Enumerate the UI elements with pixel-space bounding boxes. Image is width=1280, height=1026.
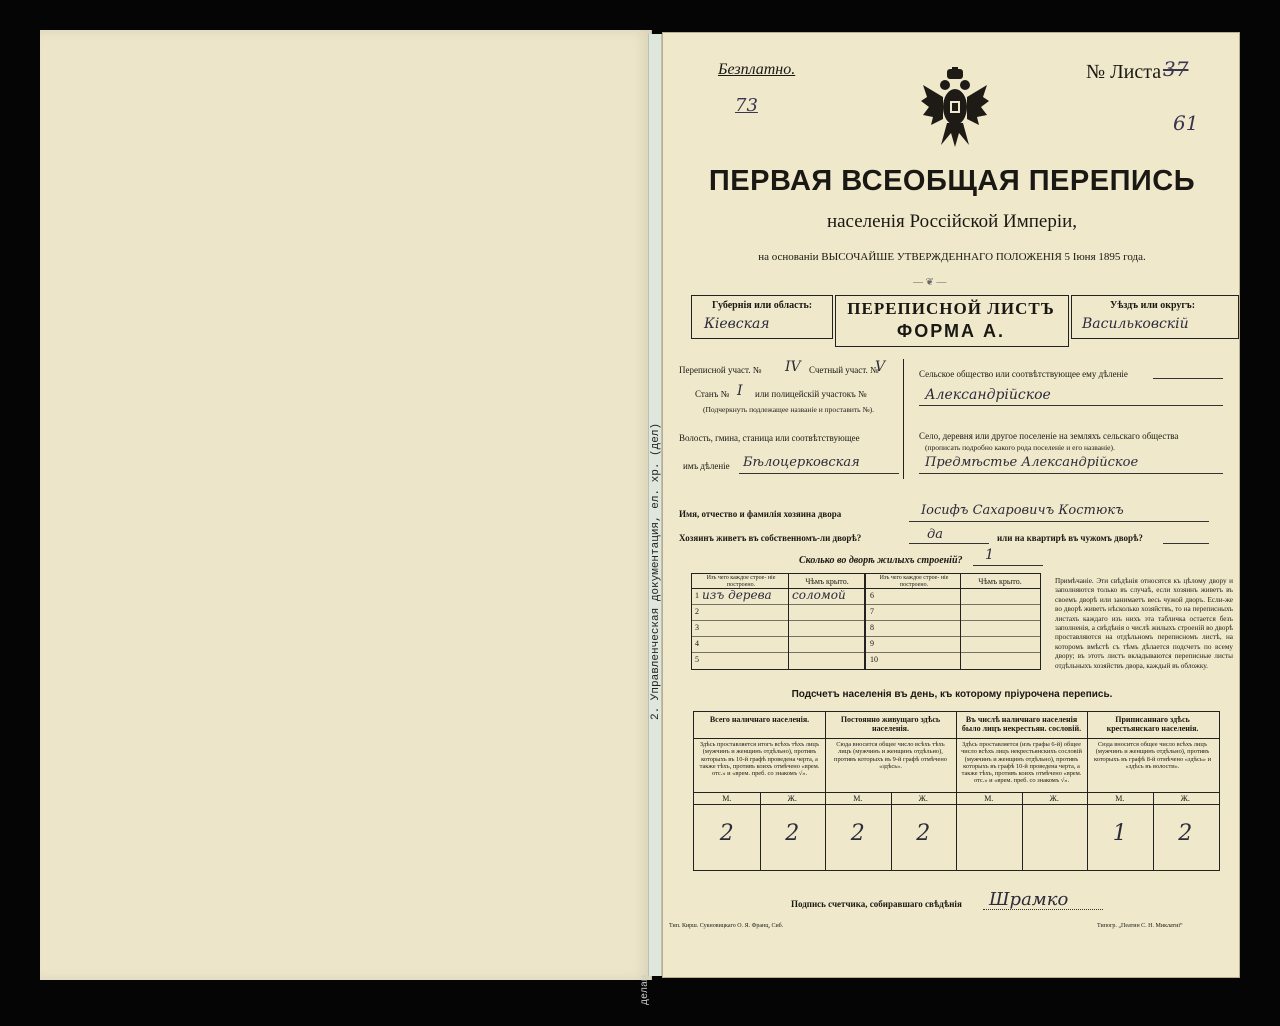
double-headed-eagle-icon <box>921 67 989 149</box>
spine-label: 2. Управленческая документация, ел. хр. (дел) <box>650 422 662 720</box>
left-page <box>40 30 652 980</box>
male-column-label: М. <box>1115 794 1125 803</box>
volost-value: Бѣлоцерковская <box>743 455 860 470</box>
note-text: Примѣчаніе. Эти свѣдѣнія относятся къ цѣлому двору и заполняются только въ случаѣ, если хозяинъ живетъ въ своемъ дворѣ или занимаетъ весь чужой дворъ. Если-же во дворѣ живетъ нѣсколько хозяйствъ, то на переписныхъ листахъ каждаго изъ нихъ эта табличка остается безъ заполненія, а свѣдѣнія о числѣ жилыхъ строеній во дворѣ проставляются на отдѣльномъ переписномъ листѣ, на которомъ вмѣстѣ съ тѣмъ дѣлается подсчетъ по всему двору; въ этотъ листъ вкладываются переписные листы отдѣльныхъ хозяйствъ двора, каждый въ обложку. <box>1055 577 1233 670</box>
population-count: 2 <box>785 822 800 846</box>
buildings-count-value: 1 <box>985 547 994 563</box>
police-area-label: или полицейскій участокъ № <box>755 389 867 399</box>
owner-lives-underline <box>909 543 989 544</box>
buildings-table <box>691 573 1041 670</box>
material-header-2: Изъ чего каждое строе- ніе построено. <box>879 575 949 588</box>
sheet-number-new: 61 <box>1173 111 1199 135</box>
population-count: 2 <box>1178 822 1193 846</box>
printer-left: Тип. Кирш. Сукновицкаго О. Я. Франц, Сиб. <box>669 923 784 929</box>
rented-label: или на квартирѣ въ чужомъ дворѣ? <box>997 533 1143 543</box>
document-subtitle: населенія Россійской Имперіи, <box>826 211 1078 232</box>
summary-header: Приписаннаго здѣсь крестьянскаго населенія. <box>1106 715 1199 733</box>
female-column-label: Ж. <box>1049 794 1059 803</box>
population-count: 1 <box>1112 822 1127 846</box>
building-row-number: 4 <box>695 639 699 648</box>
society-label: Сельское общество или соотвѣтствующее ему дѣленіе <box>919 369 1128 379</box>
census-area-label: Переписной участ. № <box>679 365 762 375</box>
village-value: Предмѣстье Александрійское <box>925 455 1139 470</box>
legal-basis: на основаніи ВЫСОЧАЙШЕ УТВЕРЖДЕННАГО ПОЛОЖЕНІЯ 5 Іюня 1895 года. <box>758 251 1146 263</box>
owner-lives-label: Хозяинъ живетъ въ собственномъ-ли дворѣ? <box>679 533 862 543</box>
building-row-number: 10 <box>870 655 878 664</box>
village-label: Село, деревня или другое поселеніе на земляхъ сельскаго общества <box>919 431 1179 441</box>
district-label: Уѣздъ или округъ: <box>1110 300 1196 311</box>
census-form-page <box>662 32 1240 978</box>
census-sheet-title: ПЕРЕПИСНОЙ ЛИСТЪ <box>847 299 1055 318</box>
summary-header: Постоянно живущаго здѣсь населенія. <box>840 715 941 733</box>
owner-name-label: Имя, отчество и фамилія хозяина двора <box>679 509 842 519</box>
free-label: Безплатно. <box>718 61 796 78</box>
material-header: Изъ чего каждое строе- ніе построено. <box>706 575 776 588</box>
printer-right: Типогр. „Пеатин С. Н. Миклатиі“ <box>1097 923 1183 929</box>
sheet-number-value: 37 <box>1163 57 1189 81</box>
building-row-number: 7 <box>870 607 874 616</box>
summary-description: Здѣсь проставляется итогъ всѣхъ тѣхъ лицъ (мужчинъ и женщинъ отдѣльно), противъ которыхъ въ 10-й графѣ проведена черта, а также тѣхъ, противъ коихъ отмѣчено «врем. отс.» и «врем. преб. со знакомъ √». <box>699 741 820 778</box>
count-area-label: Счетный участ. № <box>809 365 879 375</box>
summary-description: Здѣсь проставляется (изъ графы 6-й) общее число всѣхъ лицъ некрестьянскихъ сословій (мужчинъ и женщинъ отдѣльно), противъ которыхъ въ графѣ 10-й проведена черта, а также тѣхъ, противъ коихъ отмѣчено «врем. отс.» и «врем. преб. со знакомъ √». <box>961 741 1082 785</box>
building-row-number: 2 <box>695 607 699 616</box>
female-column-label: Ж. <box>1180 794 1190 803</box>
district-value: Васильковскій <box>1082 316 1189 332</box>
volost-label: Волость, гмина, станица или соотвѣтствующее <box>679 433 860 443</box>
rented-underline <box>1163 543 1209 544</box>
society-value: Александрійское <box>925 387 1051 403</box>
signature-value: Шрамко <box>989 889 1069 910</box>
population-count: 2 <box>916 822 931 846</box>
summary-description: Сюда вносится общее число всѣхъ лицъ (мужчинъ и женщинъ отдѣльно), противъ которыхъ въ графѣ 8-й отмѣчено «здѣсь» и «здѣсь въ волости». <box>1093 741 1212 770</box>
female-column-label: Ж. <box>918 794 928 803</box>
buildings-underline <box>973 565 1043 566</box>
village-note: (прописать подробно какого рода поселеніе и его названіе). <box>925 443 1115 452</box>
signature-underline <box>983 909 1103 910</box>
archive-number: 73 <box>735 95 758 116</box>
population-summary-table <box>693 711 1220 871</box>
building-row-number: 8 <box>870 623 874 632</box>
ornament-divider: — ❦ — <box>913 277 947 288</box>
stan-value: I <box>737 383 743 399</box>
owner-underline <box>909 521 1209 522</box>
building-row-number: 6 <box>870 591 874 600</box>
owner-lives-value: да <box>927 527 943 542</box>
female-column-label: Ж. <box>787 794 797 803</box>
spine-bottom-label: делам <box>640 974 651 1005</box>
owner-name-value: Іосифъ Сахаровичъ Костюкъ <box>921 503 1124 518</box>
signature-label: Подпись счетчика, собиравшаго свѣдѣнія <box>791 899 962 909</box>
building-row-number: 9 <box>870 639 874 648</box>
building-row-number: 5 <box>695 655 699 664</box>
province-value: Кіевская <box>704 316 770 332</box>
buildings-count-label: Сколько во дворѣ жилыхъ строеній? <box>799 555 963 566</box>
stan-label: Станъ № <box>695 389 730 399</box>
male-column-label: М. <box>722 794 732 803</box>
summary-header: Въ числѣ наличнаго населенія было лицъ некрестьян. сословій. <box>961 715 1082 733</box>
population-count: 2 <box>850 822 865 846</box>
count-area-value: V <box>875 359 886 375</box>
volost-label-2: имъ дѣленіе <box>683 461 730 471</box>
volost-underline <box>739 473 899 474</box>
district-box <box>1071 295 1239 339</box>
population-count: 2 <box>719 822 734 846</box>
summary-header: Всего наличнаго населенія. <box>709 715 810 724</box>
field-divider <box>903 359 904 479</box>
building-1-roof: соломой <box>792 588 846 602</box>
building-row-number: 3 <box>695 623 699 632</box>
summary-title: Подсчетъ населенія въ день, къ которому пріурочена перепись. <box>791 689 1113 700</box>
building-1-material: изъ дерева <box>702 588 772 602</box>
form-label: ФОРМА А. <box>896 321 1006 341</box>
village-underline <box>919 473 1223 474</box>
roof-header-2: Чѣмъ крыто. <box>978 577 1022 586</box>
province-box <box>691 295 833 339</box>
census-area-value: IV <box>785 359 801 375</box>
building-row-number: 1 <box>695 591 699 600</box>
document-title: ПЕРВАЯ ВСЕОБЩАЯ ПЕРЕПИСЬ <box>708 165 1196 197</box>
roof-header: Чѣмъ крыто. <box>805 577 849 586</box>
male-column-label: М. <box>853 794 863 803</box>
sheet-number-label: № Листа <box>1086 61 1162 83</box>
stan-note: (Подчеркнуть подлежащее названіе и проставить №). <box>703 405 874 414</box>
summary-description: Сюда вносится общее число всѣхъ тѣхъ лицъ (мужчинъ и женщинъ отдѣльно), противъ которыхъ въ 9-й графѣ отмѣчено «здѣсь». <box>834 741 947 770</box>
society-underline <box>1153 378 1223 379</box>
society-value-underline <box>919 405 1223 406</box>
male-column-label: М. <box>984 794 994 803</box>
sheet-title-box <box>835 295 1069 347</box>
province-label: Губернія или область: <box>712 300 813 311</box>
